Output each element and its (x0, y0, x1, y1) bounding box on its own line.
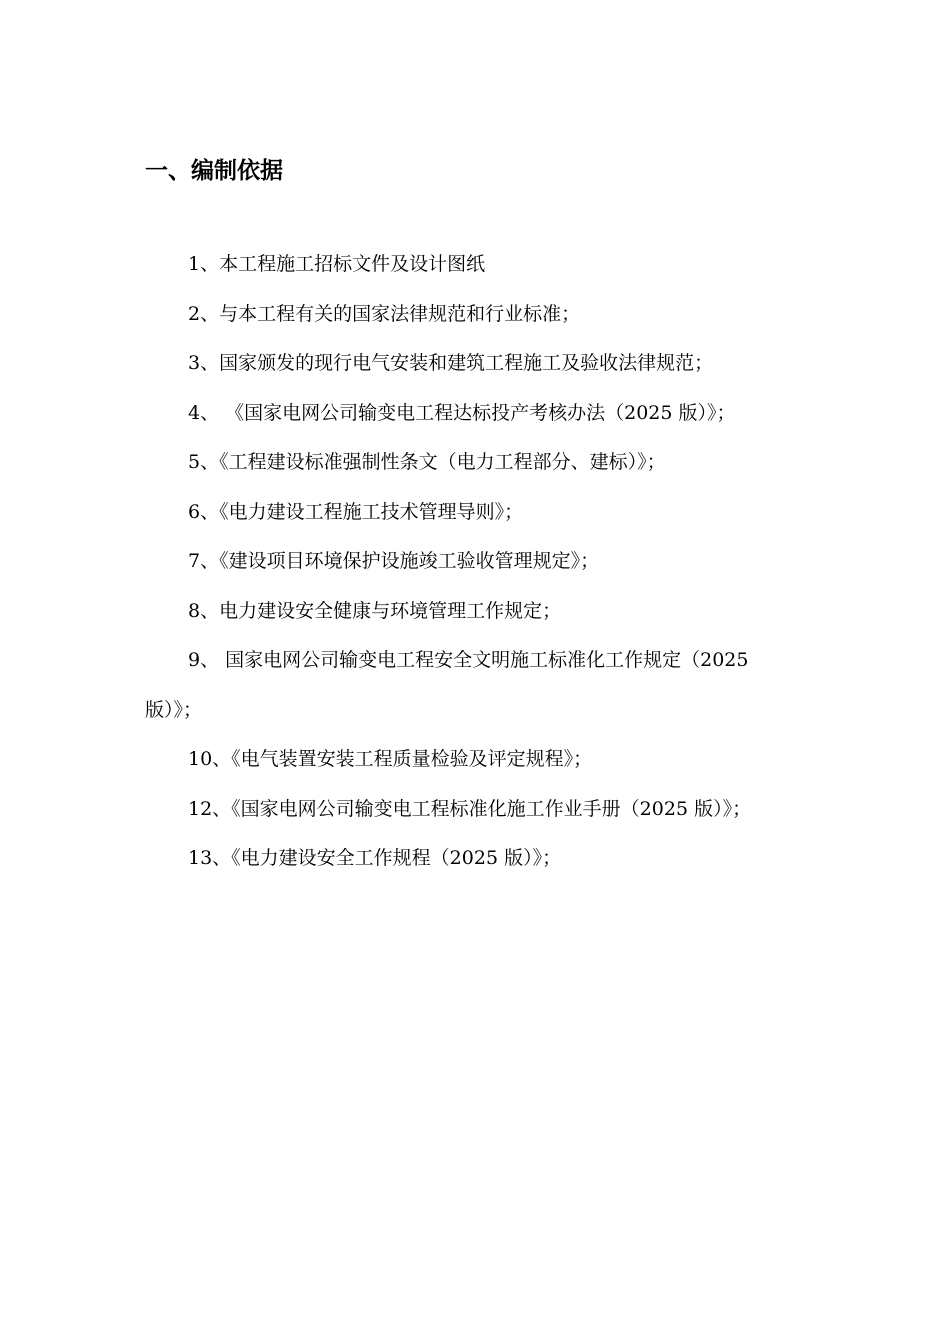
list-item: 4、 《国家电网公司输变电工程达标投产考核办法（2025 版）》； (188, 401, 736, 424)
list-item: 3、国家颁发的现行电气安装和建筑工程施工及验收法律规范； (188, 352, 714, 374)
list-item: 10、《电气装置安装工程质量检验及评定规程》； (188, 748, 593, 770)
list-item: 7、《建设项目环境保护设施竣工验收管理规定》； (188, 550, 600, 572)
list-item: 2、与本工程有关的国家法律规范和行业标准； (188, 302, 581, 325)
list-item: 5、《工程建设标准强制性条文（电力工程部分、建标）》； (188, 451, 666, 473)
list-item: 6、《电力建设工程施工技术管理导则》； (188, 500, 524, 523)
list-item: 12、《国家电网公司输变电工程标准化施工作业手册（2025 版）》； (188, 797, 752, 820)
list-item: 9、 国家电网公司输变电工程安全文明施工标准化工作规定（2025 版）》； (145, 649, 749, 721)
list-item: 8、电力建设安全健康与环境管理工作规定； (188, 599, 562, 622)
list-item: 13、《电力建设安全工作规程（2025 版）》； (188, 847, 562, 869)
list-item: 1、本工程施工招标文件及设计图纸 (188, 253, 486, 275)
section-heading: 一、编制依据 (145, 158, 283, 184)
basis-list (145, 240, 785, 884)
